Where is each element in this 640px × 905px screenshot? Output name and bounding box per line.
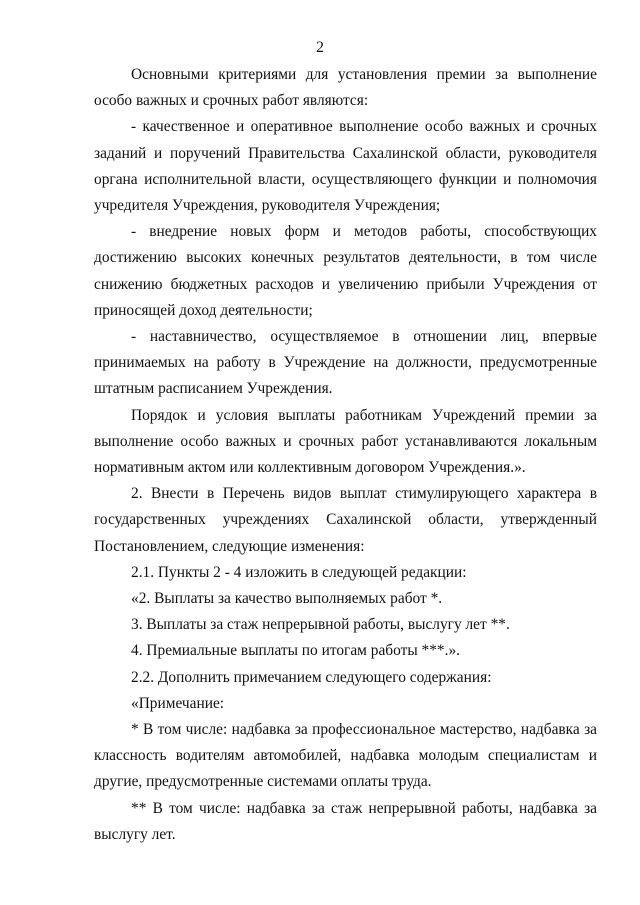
paragraph-item-2-1: 2.1. Пункты 2 - 4 изложить в следующей редакции: bbox=[131, 563, 467, 581]
paragraph-bonus-payments: 4. Премиальные выплаты по итогам работы ***.». bbox=[131, 642, 461, 660]
paragraph-criterion-mentoring: - наставничество, осуществляемое в отношении лиц, впервые принимаемых на работу в Учреждение на должности, предусмотренные штатным расписанием Учреждения. bbox=[94, 328, 597, 398]
paragraph-seniority-payments: 3. Выплаты за стаж непрерывной работы, выслугу лет **. bbox=[131, 616, 510, 634]
paragraph-note-heading: «Примечание: bbox=[131, 694, 225, 712]
paragraph-item-2: 2. Внести в Перечень видов выплат стимулирующего характера в государственных учреждениях Сахалинской области, утвержденный Постановлением, следующие изменения: bbox=[94, 485, 597, 555]
paragraph-criterion-quality: - качественное и оперативное выполнение особо важных и срочных заданий и поручений Правительства Сахалинской области, руководителя органа исполнительной власти, осуществляющего функции и полномочия учредителя Учреждения, руководителя Учреждения; bbox=[94, 118, 597, 215]
page-number: 2 bbox=[316, 39, 324, 56]
paragraph-item-2-2: 2.2. Дополнить примечанием следующего содержания: bbox=[131, 668, 492, 686]
paragraph-note-one-star: * В том числе: надбавка за профессиональное мастерство, надбавка за классность водителям автомобилей, надбавка молодым специалистам и другие, предусмотренные системами оплаты труда. bbox=[94, 721, 597, 791]
paragraph-payment-procedure: Порядок и условия выплаты работникам Учреждений премии за выполнение особо важных и срочных работ устанавливаются локальным нормативным актом или коллективным договором Учреждения.». bbox=[94, 406, 597, 477]
paragraph-criteria-intro: Основными критериями для установления премии за выполнение особо важных и срочных работ являются: bbox=[94, 66, 597, 110]
paragraph-criterion-innovation: - внедрение новых форм и методов работы, способствующих достижению высоких конечных результатов деятельности, в том числе снижению бюджетных расходов и увеличению прибыли Учреждения от приносящей доход деятельности; bbox=[94, 223, 597, 319]
paragraph-note-two-stars: ** В том числе: надбавка за стаж непрерывной работы, надбавка за выслугу лет. bbox=[94, 799, 597, 843]
paragraph-quality-payments: «2. Выплаты за качество выполняемых работ *. bbox=[131, 590, 443, 608]
document-body bbox=[94, 62, 597, 848]
